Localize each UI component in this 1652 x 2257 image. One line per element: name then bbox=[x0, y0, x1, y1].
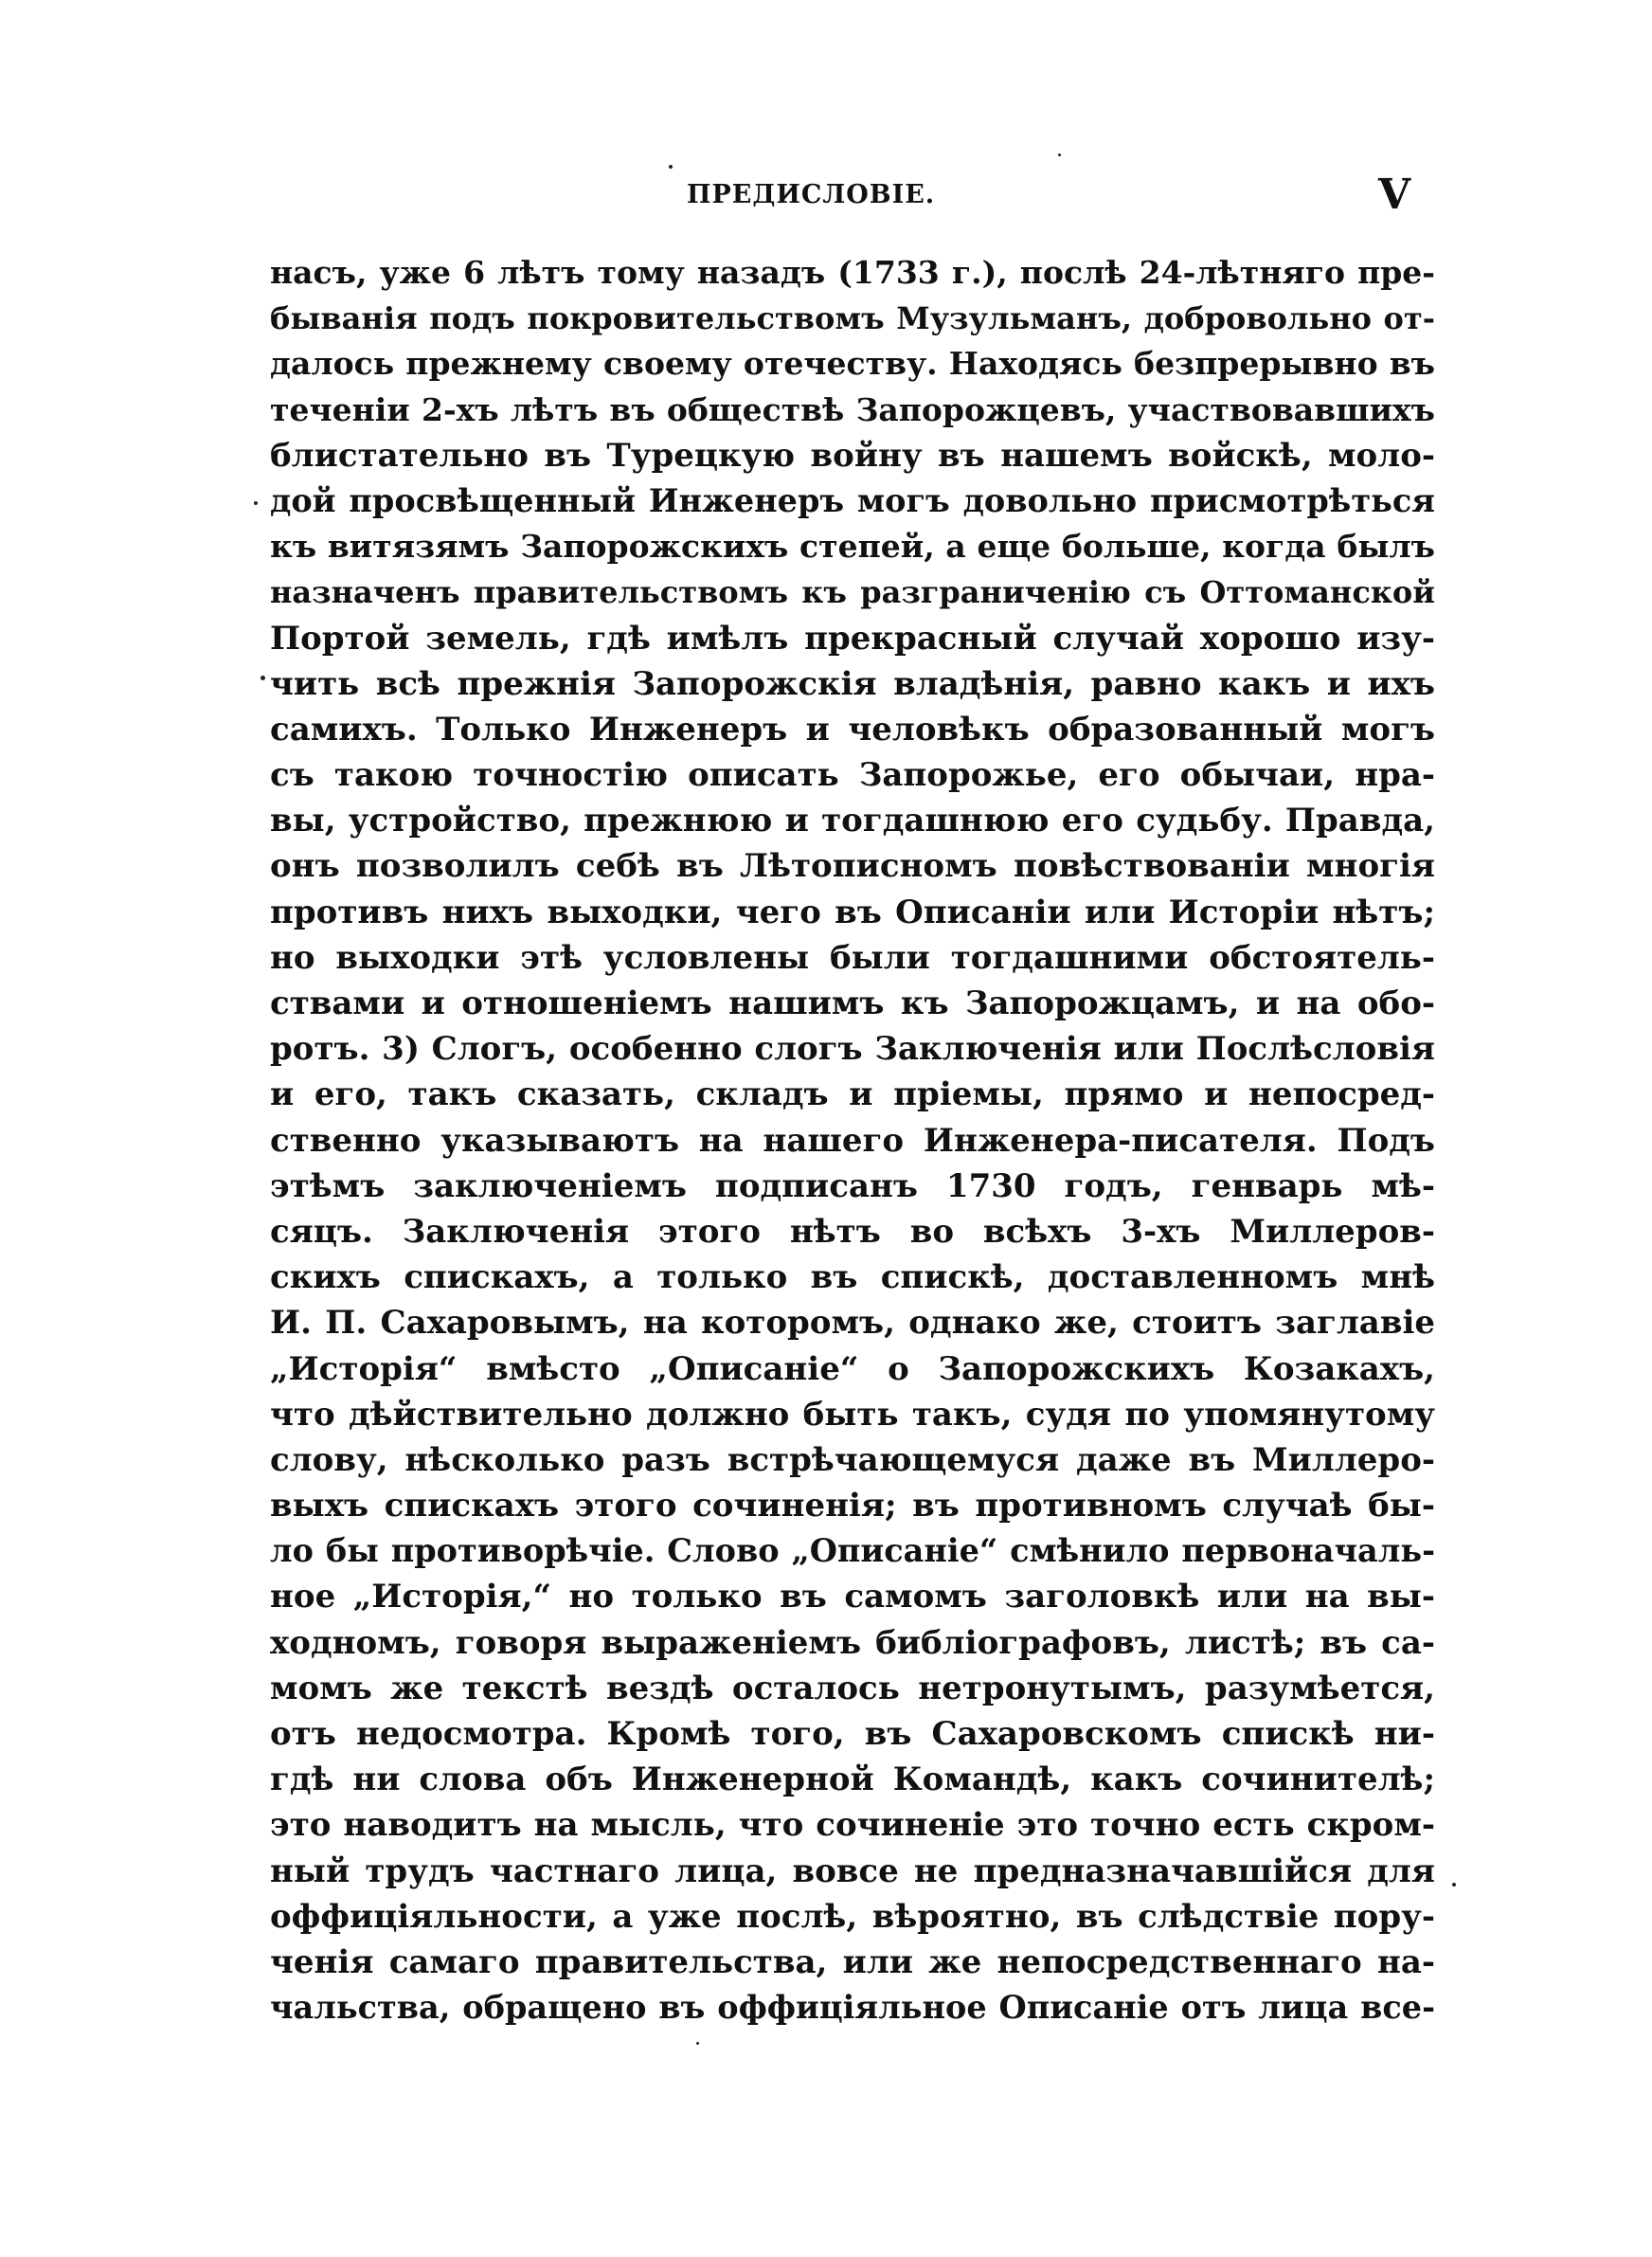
text-line: быванія подъ покровительствомъ Музульманъ, добровольно от- bbox=[270, 300, 1435, 337]
text-line: ный трудъ частнаго лица, вовсе не предназначавшійся для bbox=[270, 1851, 1435, 1890]
body-paragraph bbox=[270, 250, 1435, 2031]
text-line: теченіи 2-хъ лѣтъ въ обществѣ Запорожцевъ, участвовавшихъ bbox=[270, 390, 1435, 428]
text-line: ченія самаго правительства, или же непосредственнаго на- bbox=[270, 1942, 1435, 1981]
text-line: насъ, уже 6 лѣтъ тому назадъ (1733 г.), послѣ 24-лѣтняго пре- bbox=[270, 254, 1435, 291]
text-line: чить всѣ прежнія Запорожскія владѣнія, равно какъ и ихъ bbox=[270, 664, 1435, 703]
text-line: слову, нѣсколько разъ встрѣчающемуся даже въ Миллеро- bbox=[270, 1440, 1435, 1479]
text-line: „Исторія“ вмѣсто „Описаніе“ о Запорожскихъ Козакахъ, bbox=[270, 1349, 1435, 1388]
text-line: ло бы противорѣчіе. Слово „Описаніе“ смѣнило первоначаль- bbox=[270, 1532, 1435, 1570]
scan-speck bbox=[696, 2042, 699, 2045]
text-line: сяцъ. Заключенія этого нѣтъ во всѣхъ 3-хъ Миллеров- bbox=[270, 1212, 1435, 1251]
text-line: Портой земель, гдѣ имѣлъ прекрасный случай хорошо изу- bbox=[270, 619, 1435, 658]
text-line: и его, такъ сказать, складъ и пріемы, прямо и непосред- bbox=[270, 1075, 1435, 1114]
scan-speck bbox=[669, 165, 673, 169]
text-line: далось прежнему своему отечеству. Находясь безпрерывно въ bbox=[270, 345, 1435, 383]
text-line: онъ позволилъ себѣ въ Лѣтописномъ повѣствованіи многія bbox=[270, 847, 1435, 886]
text-line: назначенъ правительствомъ къ разграниченію съ Оттоманской bbox=[270, 574, 1435, 611]
text-line: оффиціяльности, а уже послѣ, вѣроятно, въ слѣдствіе пору- bbox=[270, 1897, 1435, 1936]
scan-speck bbox=[260, 676, 265, 680]
scan-speck bbox=[1058, 153, 1061, 156]
running-head: ПРЕДИСЛОВІЕ. bbox=[687, 180, 936, 209]
text-line: скихъ спискахъ, а только въ спискѣ, доставленномъ мнѣ bbox=[270, 1258, 1435, 1297]
text-line: дой просвѣщенный Инженеръ могъ довольно присмотрѣться bbox=[270, 481, 1435, 519]
text-line: самихъ. Только Инженеръ и человѣкъ образованный могъ bbox=[270, 710, 1435, 749]
text-line: момъ же текстѣ вездѣ осталось нетронутымъ, разумѣется, bbox=[270, 1669, 1435, 1707]
text-line: чальства, обращено въ оффиціяльное Описаніе отъ лица все- bbox=[270, 1989, 1435, 2027]
text-line: ное „Исторія,“ но только въ самомъ заголовкѣ или на вы- bbox=[270, 1578, 1435, 1616]
text-line: съ такою точностію описать Запорожье, его обычаи, нра- bbox=[270, 756, 1435, 795]
text-line: ственно указываютъ на нашего Инженера-писателя. Подъ bbox=[270, 1121, 1435, 1160]
text-line: это наводитъ на мысль, что сочиненіе это точно есть скром- bbox=[270, 1806, 1435, 1845]
scan-speck bbox=[254, 501, 258, 505]
text-line: блистательно въ Турецкую войну въ нашемъ войскѣ, моло- bbox=[270, 436, 1435, 475]
text-line: И. П. Сахаровымъ, на которомъ, однако же, стоитъ заглавіе bbox=[270, 1304, 1435, 1343]
text-line: къ витязямъ Запорожскихъ степей, а еще больше, когда былъ bbox=[270, 528, 1435, 566]
text-line: ствами и отношеніемъ нашимъ къ Запорожцамъ, и на обо- bbox=[270, 984, 1435, 1022]
text-line: выхъ спискахъ этого сочиненія; въ противномъ случаѣ бы- bbox=[270, 1487, 1435, 1526]
text-line: но выходки этѣ условлены были тогдашними обстоятель- bbox=[270, 938, 1435, 977]
text-line: ходномъ, говоря выраженіемъ библіографовъ, листѣ; въ са- bbox=[270, 1623, 1435, 1662]
text-line: гдѣ ни слова объ Инженерной Командѣ, какъ сочинителѣ; bbox=[270, 1760, 1435, 1799]
page-number: V bbox=[1378, 171, 1411, 219]
text-line: ротъ. 3) Слогъ, особенно слогъ Заключенія или Послѣсловія bbox=[270, 1030, 1435, 1069]
text-line: этѣмъ заключеніемъ подписанъ 1730 годъ, генварь мѣ- bbox=[270, 1166, 1435, 1205]
text-line: вы, устройство, прежнюю и тогдашнюю его судьбу. Правда, bbox=[270, 802, 1435, 840]
text-line: что дѣйствительно должно быть такъ, судя по упомянутому bbox=[270, 1395, 1435, 1434]
text-line: противъ нихъ выходки, чего въ Описаніи или Исторіи нѣтъ; bbox=[270, 893, 1435, 931]
text-line: отъ недосмотра. Кромѣ того, въ Сахаровскомъ спискѣ ни- bbox=[270, 1715, 1435, 1753]
scan-speck bbox=[1452, 1883, 1456, 1887]
